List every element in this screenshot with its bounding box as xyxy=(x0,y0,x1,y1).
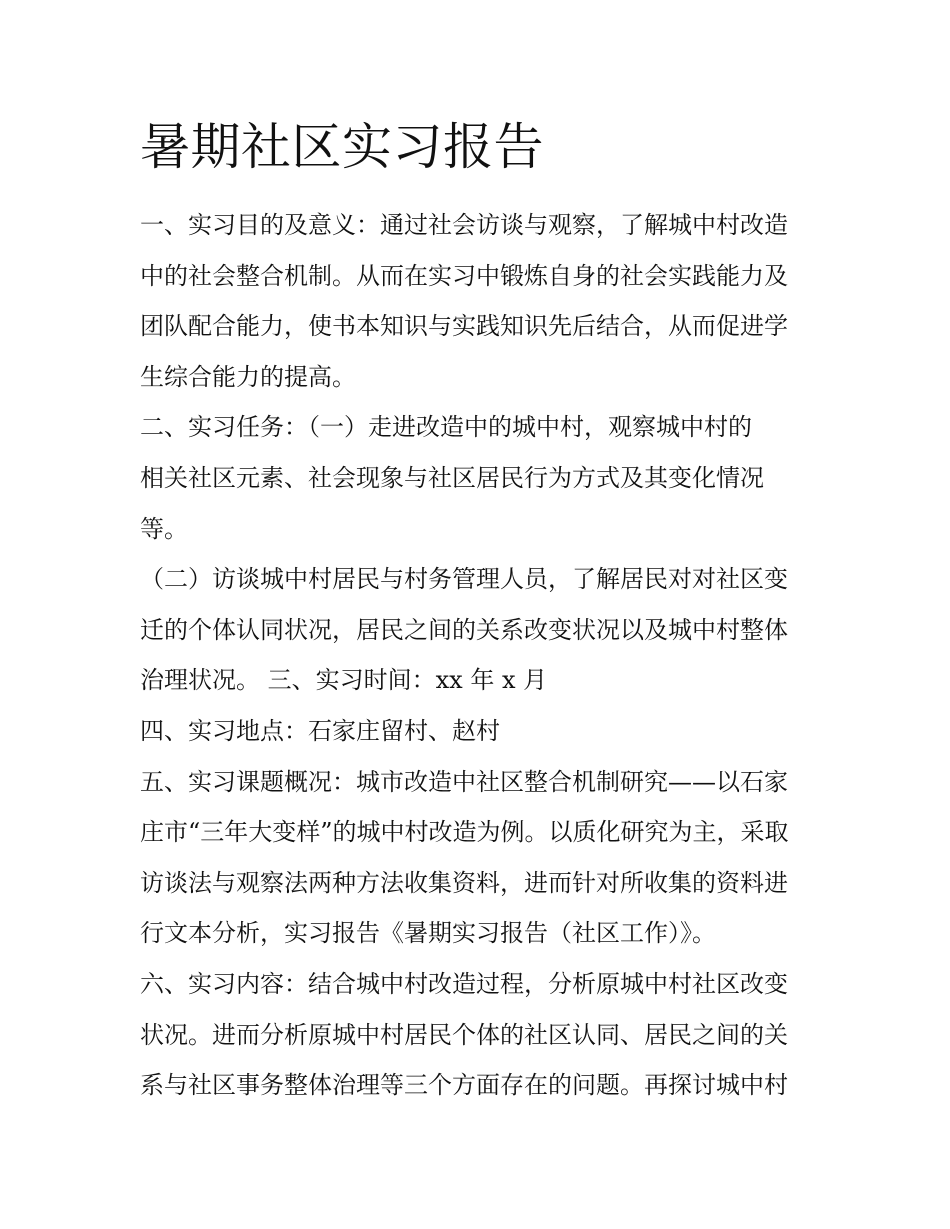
body-line: 生综合能力的提高。 xyxy=(140,362,356,391)
body-line: 中的社会整合机制。从而在实习中锻炼自身的社会实践能力及 xyxy=(140,261,788,290)
body-line: 五、实习课题概况：城市改造中社区整合机制研究——以石家 xyxy=(140,767,788,796)
body-line: 相关社区元素、社会现象与社区居民行为方式及其变化情况 xyxy=(140,463,764,492)
body-line: 一、实习目的及意义：通过社会访谈与观察，了解城中村改造 xyxy=(140,211,788,239)
body-line: 等。 xyxy=(140,514,188,543)
body-line: 治理状况。 三、实习时间：xx 年 x 月 xyxy=(140,666,548,695)
document-title: 暑期社区实习报告 xyxy=(140,118,544,176)
body-line: 二、实习任务：（一）走进改造中的城中村，观察城中村的 xyxy=(140,413,752,442)
body-line: 状况。进而分析原城中村居民个体的社区认同、居民之间的关 xyxy=(140,1020,788,1049)
body-line: 团队配合能力，使书本知识与实践知识先后结合，从而促进学 xyxy=(140,312,788,341)
body-line: 庄市“三年大变样”的城中村改造为例。以质化研究为主，采取 xyxy=(140,818,789,847)
body-line: 六、实习内容：结合城中村改造过程，分析原城中村社区改变 xyxy=(140,969,788,998)
body-line: 系与社区事务整体治理等三个方面存在的问题。再探讨城中村 xyxy=(140,1071,788,1100)
body-line: 访谈法与观察法两种方法收集资料，进而针对所收集的资料进 xyxy=(140,868,788,897)
body-line: 迁的个体认同状况，居民之间的关系改变状况以及城中村整体 xyxy=(140,615,788,644)
body-line: （二）访谈城中村居民与村务管理人员，了解居民对对社区变 xyxy=(140,565,788,594)
body-line: 行文本分析，实习报告《暑期实习报告（社区工作）》。 xyxy=(140,919,716,948)
body-line: 四、实习地点：石家庄留村、赵村 xyxy=(140,716,500,745)
document-page xyxy=(140,112,812,1111)
